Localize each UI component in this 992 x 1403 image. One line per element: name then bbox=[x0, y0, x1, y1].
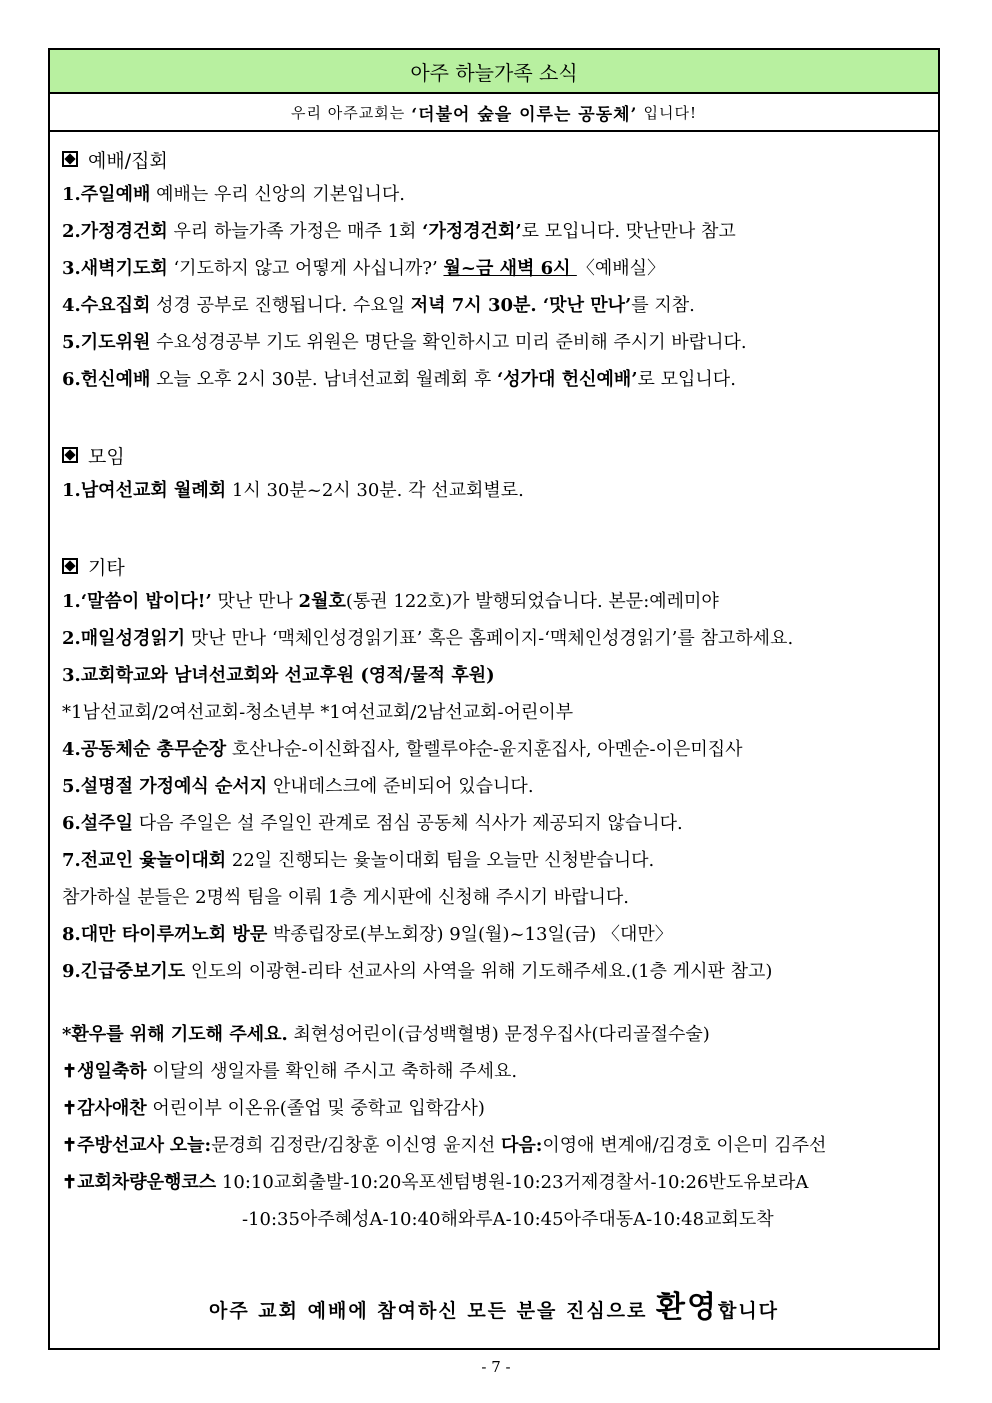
item-text: 예배는 우리 신앙의 기본입니다. bbox=[150, 184, 405, 205]
item-key: 다음: bbox=[500, 1135, 543, 1156]
notice-item bbox=[62, 1127, 926, 1164]
notice-item bbox=[62, 1016, 926, 1053]
item-key: 저녁 7시 30분. ‘맛난 만나’ bbox=[410, 295, 632, 316]
item-text: 참가하실 분들은 2명씩 팀을 이뤄 1층 게시판에 신청해 주시기 바랍니다. bbox=[62, 887, 629, 908]
item-text: 인도의 이광현-리타 선교사의 사역을 위해 기도해주세요.(1층 게시판 참고) bbox=[185, 961, 773, 982]
item-key: ✝생일축하 bbox=[62, 1061, 147, 1082]
item-key: ‘성가대 헌신예배’ bbox=[497, 369, 638, 390]
welcome-message bbox=[50, 1282, 938, 1326]
meeting-item bbox=[62, 472, 926, 509]
item-key: 5.기도위원 bbox=[62, 332, 151, 353]
spacer bbox=[62, 990, 926, 1016]
item-text: 이달의 생일자를 확인해 주시고 축하해 주세요. bbox=[146, 1061, 518, 1082]
notice-item bbox=[62, 1053, 926, 1090]
section-worship-heading bbox=[62, 142, 926, 176]
item-key: 3.교회학교와 남녀선교회와 선교후원 (영적/물적 후원) bbox=[62, 665, 495, 686]
bulletin-frame bbox=[48, 48, 940, 1350]
item-key: 4.수요집회 bbox=[62, 295, 151, 316]
item-text: 22일 진행되는 윷놀이대회 팀을 오늘만 신청받습니다. bbox=[226, 850, 655, 871]
diamond-box-icon bbox=[62, 151, 78, 167]
title-text: 아주 하늘가족 소식 bbox=[410, 60, 578, 85]
item-key: ✝교회차량운행코스 bbox=[62, 1172, 217, 1193]
item-key: 2.가정경건회 bbox=[62, 221, 168, 242]
item-text: 호산나순-이신화집사, 할렐루야순-윤지훈집사, 아멘순-이은미집사 bbox=[226, 739, 743, 760]
course-continuation bbox=[62, 1201, 926, 1238]
item-key: 2월호 bbox=[298, 591, 346, 612]
item-text: 박종립장로(부노회장) 9일(월)~13일(금) 〈대만〉 bbox=[267, 924, 673, 945]
etc-item bbox=[62, 842, 926, 879]
etc-item bbox=[62, 731, 926, 768]
spacer bbox=[62, 509, 926, 549]
content bbox=[50, 132, 938, 1238]
item-text: 최현성어린이(급성백혈병) 문정우집사(다리골절수술) bbox=[287, 1024, 710, 1045]
item-text: 우리 하늘가족 가정은 매주 1회 bbox=[167, 221, 423, 242]
etc-item bbox=[62, 694, 926, 731]
item-text: 안내데스크에 준비되어 있습니다. bbox=[267, 776, 534, 797]
item-key: 1.‘말씀이 밥이다!’ bbox=[62, 591, 212, 612]
item-text: 맛난 만나 bbox=[211, 591, 299, 612]
welcome-pre: 아주 교회 예배에 참여하신 모든 분을 진심으로 bbox=[208, 1300, 656, 1322]
item-text: (통권 122호)가 발행되었습니다. 본문:예레미야 bbox=[345, 591, 719, 612]
item-key: 8.대만 타이루꺼노회 방문 bbox=[62, 924, 268, 945]
etc-item bbox=[62, 620, 926, 657]
etc-item bbox=[62, 879, 926, 916]
worship-item bbox=[62, 250, 926, 287]
welcome-emphasis: 환영 bbox=[656, 1290, 718, 1325]
worship-item bbox=[62, 361, 926, 398]
item-text: 오늘 오후 2시 30분. 남녀선교회 월례회 후 bbox=[150, 369, 498, 390]
page-number: - 7 - bbox=[481, 1358, 511, 1376]
worship-item bbox=[62, 324, 926, 361]
item-text: 10:10교회출발-10:20옥포센텀병원-10:23거제경찰서-10:26반도유보라A bbox=[216, 1172, 809, 1193]
item-key: 2.매일성경읽기 bbox=[62, 628, 186, 649]
subtitle-banner bbox=[50, 94, 938, 132]
worship-item bbox=[62, 213, 926, 250]
item-text: 문경희 김정란/김창훈 이신영 윤지선 bbox=[211, 1135, 501, 1156]
item-key: 1.주일예배 bbox=[62, 184, 151, 205]
etc-item bbox=[62, 657, 926, 694]
item-text: 를 지참. bbox=[631, 295, 695, 316]
diamond-box-icon bbox=[62, 447, 78, 463]
item-key: ‘가정경건회’ bbox=[422, 221, 522, 242]
subtitle-post: 입니다! bbox=[643, 103, 697, 122]
item-key: 4.공동체순 총무순장 bbox=[62, 739, 227, 760]
item-text: 맛난 만나 ‘맥체인성경읽기표’ 혹은 홈페이지-‘맥체인성경읽기’를 참고하세요. bbox=[185, 628, 794, 649]
etc-item bbox=[62, 768, 926, 805]
item-text: 〈예배실〉 bbox=[576, 258, 666, 279]
etc-item bbox=[62, 916, 926, 953]
etc-item bbox=[62, 953, 926, 990]
subtitle-pre: 우리 아주교회는 bbox=[291, 103, 406, 122]
item-key: 6.헌신예배 bbox=[62, 369, 151, 390]
item-key: 3.새벽기도회 bbox=[62, 258, 168, 279]
item-text: -10:35아주혜성A-10:40해와루A-10:45아주대동A-10:48교회도착 bbox=[242, 1209, 774, 1230]
item-text: 성경 공부로 진행됩니다. 수요일 bbox=[150, 295, 411, 316]
item-text: 로 모입니다. 맛난만나 참고 bbox=[521, 221, 736, 242]
welcome-post: 합니다 bbox=[717, 1300, 780, 1322]
spacer bbox=[62, 398, 926, 438]
item-key: *환우를 위해 기도해 주세요. bbox=[62, 1024, 288, 1045]
item-key: 6.설주일 bbox=[62, 813, 133, 834]
item-text: 이영애 변계애/김경호 이은미 김주선 bbox=[542, 1135, 827, 1156]
item-key: 7.전교인 윷놀이대회 bbox=[62, 850, 227, 871]
item-text: 어린이부 이온유(졸업 및 중학교 입학감사) bbox=[146, 1098, 485, 1119]
worship-item bbox=[62, 287, 926, 324]
etc-item bbox=[62, 805, 926, 842]
section-etc-heading bbox=[62, 549, 926, 583]
item-text: ‘기도하지 않고 어떻게 사십니까?’ bbox=[167, 258, 444, 279]
item-key: 5.설명절 가정예식 순서지 bbox=[62, 776, 268, 797]
worship-item bbox=[62, 176, 926, 213]
section-title: 기타 bbox=[88, 556, 125, 579]
item-text: *1남선교회/2여선교회-청소년부 *1여선교회/2남선교회-어린이부 bbox=[62, 702, 574, 723]
diamond-box-icon bbox=[62, 558, 78, 574]
item-text: 로 모입니다. bbox=[637, 369, 736, 390]
item-key: 오늘: bbox=[169, 1135, 212, 1156]
item-key: 9.긴급중보기도 bbox=[62, 961, 186, 982]
subtitle-emphasis: ‘더불어 숲을 이루는 공동체’ bbox=[411, 104, 638, 125]
page-title bbox=[50, 50, 938, 94]
etc-item bbox=[62, 583, 926, 620]
item-key: 1.남여선교회 월례회 bbox=[62, 480, 227, 501]
notice-item bbox=[62, 1090, 926, 1127]
section-title: 모임 bbox=[88, 445, 125, 468]
section-meeting-heading bbox=[62, 438, 926, 472]
item-text: 다음 주일은 설 주일인 관계로 점심 공동체 식사가 제공되지 않습니다. bbox=[132, 813, 683, 834]
item-key: ✝주방선교사 bbox=[62, 1135, 165, 1156]
item-key: ✝감사애찬 bbox=[62, 1098, 147, 1119]
item-text: 1시 30분~2시 30분. 각 선교회별로. bbox=[226, 480, 524, 501]
item-text: 수요성경공부 기도 위원은 명단을 확인하시고 미리 준비해 주시기 바랍니다. bbox=[150, 332, 747, 353]
section-title: 예배/집회 bbox=[88, 149, 168, 172]
notice-item bbox=[62, 1164, 926, 1201]
item-underlined: 월~금 새벽 6시 bbox=[443, 258, 577, 279]
